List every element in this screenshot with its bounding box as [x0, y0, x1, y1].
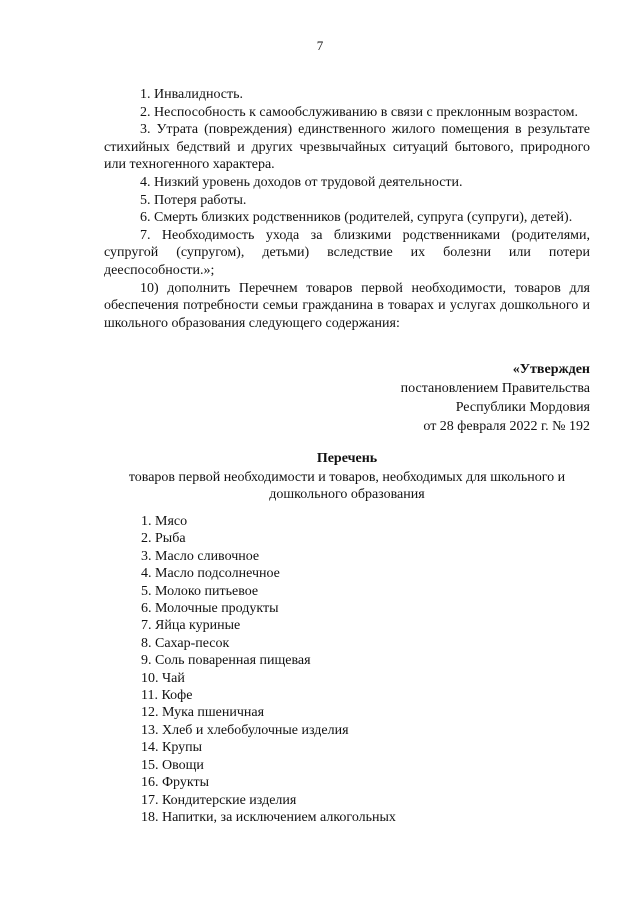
approval-line-1: постановлением Правительства — [400, 381, 590, 396]
list-subtitle: товаров первой необходимости и товаров, необходимых для школьного и дошкольного образования — [128, 470, 566, 502]
list-item: 8. Сахар-песок — [141, 635, 230, 651]
paragraph-6: 6. Смерть близких родственников (родителей, супруга (супруги), детей). — [140, 210, 573, 226]
list-item: 6. Молочные продукты — [141, 601, 279, 617]
list-item: 10. Чай — [141, 670, 185, 686]
list-item: 13. Хлеб и хлебобулочные изделия — [141, 722, 349, 738]
approval-line-3: от 28 февраля 2022 г. № 192 — [423, 419, 590, 434]
list-item: 18. Напитки, за исключением алкогольных — [141, 809, 396, 825]
goods-list — [141, 513, 396, 826]
approval-title: «Утвержден — [512, 362, 590, 377]
list-item: 9. Соль поваренная пищевая — [141, 653, 311, 669]
reasons-text — [104, 86, 590, 332]
list-item: 1. Мясо — [141, 514, 188, 529]
list-heading — [104, 450, 590, 503]
list-item: 2. Рыба — [141, 531, 186, 547]
paragraph-4: 4. Низкий уровень доходов от трудовой деятельности. — [140, 174, 463, 190]
list-item: 12. Мука пшеничная — [141, 705, 265, 721]
list-item: 17. Кондитерские изделия — [141, 792, 297, 808]
paragraph-amendment: 10) дополнить Перечнем товаров первой необходимости, товаров для обеспечения потребности семьи гражданина в товарах и услугах дошкольного и школьного образования следующего содержания: — [104, 280, 590, 331]
approval-stamp — [360, 360, 590, 436]
list-item: 11. Кофе — [141, 688, 193, 704]
paragraph-7: 7. Необходимость ухода за близкими родственниками (родителями, супругой (супругом), детьми) вследствие их болезни или потери дееспособности.»; — [104, 227, 590, 278]
paragraph-2: 2. Неспособность к самообслуживанию в связи с преклонным возрастом. — [140, 104, 578, 120]
approval-line-2: Республики Мордовия — [455, 400, 590, 415]
paragraph-5: 5. Потеря работы. — [140, 192, 247, 208]
list-item: 14. Крупы — [141, 740, 203, 756]
list-item: 4. Масло подсолнечное — [141, 566, 280, 582]
paragraph-3: 3. Утрата (повреждения) единственного жилого помещения в результате стихийных бедствий и других чрезвычайных ситуаций бытового, природного или техногенного характера. — [104, 122, 590, 173]
list-title: Перечень — [316, 451, 378, 466]
list-item: 7. Яйца куриные — [141, 618, 241, 634]
list-item: 5. Молоко питьевое — [141, 583, 259, 599]
paragraph-1: 1. Инвалидность. — [140, 87, 244, 102]
list-item: 16. Фрукты — [141, 775, 210, 791]
page-number: 7 — [316, 38, 324, 53]
list-item: 15. Овощи — [141, 757, 204, 773]
list-item: 3. Масло сливочное — [141, 548, 260, 564]
